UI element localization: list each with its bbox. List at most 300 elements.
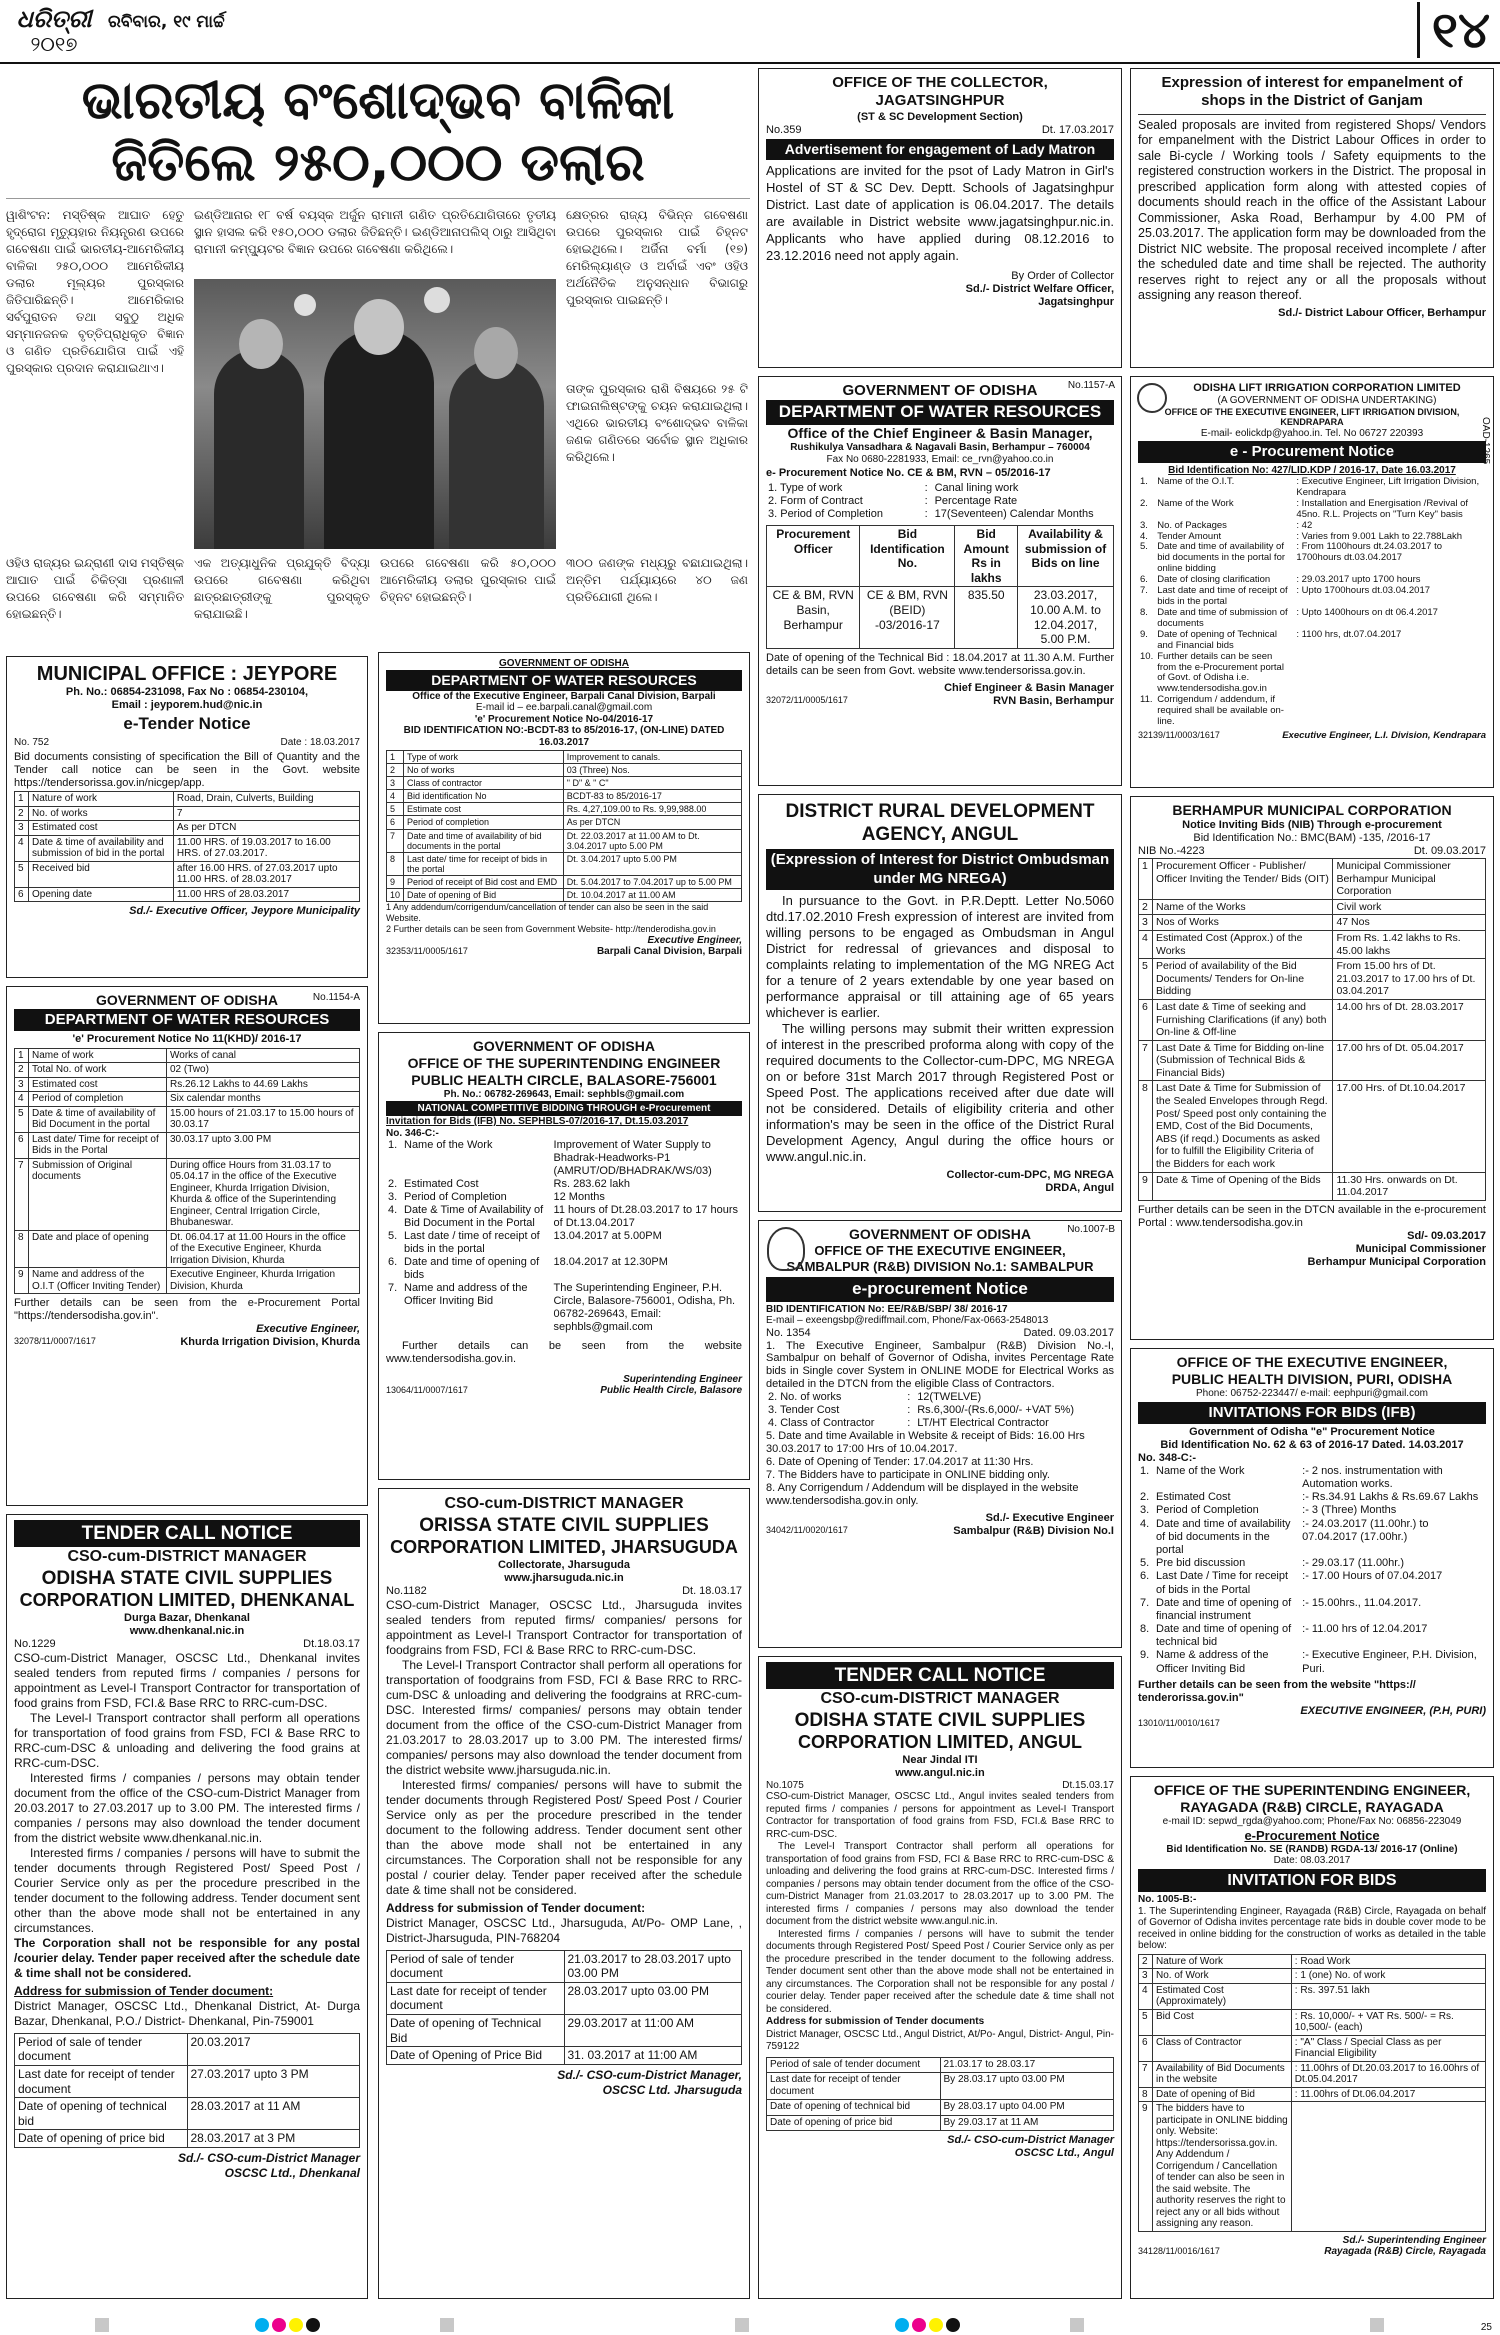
dhenkanal-addr-head: Address for submission of Tender document: <box>14 1983 274 1998</box>
khurda-gov: GOVERNMENT OF ODISHA <box>95 991 278 1008</box>
jharsuguda-cell: Date of opening of Technical Bid <box>387 2015 565 2047</box>
rushikulya-field-cell: : <box>924 495 928 508</box>
rushikulya-field-cell: Percentage Rate <box>934 495 1018 508</box>
rayagada-row <box>1139 2102 1486 2232</box>
dhenkanal-cell: 28.03.2017 at 3 PM <box>187 2130 360 2148</box>
dhenkanal-sig-1: Sd./- CSO-cum-District Manager <box>177 2151 360 2166</box>
barpali-cell: Estimate cost <box>404 803 564 816</box>
rayagada-cell: Date of opening of Bid <box>1153 2087 1292 2102</box>
sambalpur-sig-1: Sd./- Executive Engineer <box>985 1512 1114 1525</box>
barpali-cell: Dt. 5.04.2017 to 7.04.2017 up to 5.00 PM <box>563 875 741 888</box>
balasore-cell: Date and time of opening of bids <box>404 1255 540 1281</box>
olic-cell <box>1294 695 1486 728</box>
folio-number: 25 <box>1480 2322 1492 2333</box>
sambalpur-sig-2: Sambalpur (R&B) Division No.I <box>953 1525 1114 1538</box>
story-photo <box>194 279 556 549</box>
puri-t1: OFFICE OF THE EXECUTIVE ENGINEER, <box>1176 1354 1448 1370</box>
rushikulya-cell: CE & BM, RVN Basin, Berhampur <box>767 587 860 649</box>
drda-sig-2: DRDA, Angul <box>1045 1181 1114 1194</box>
jeypore-cell: As per DTCN <box>173 821 359 836</box>
jeypore-cell: 11.00 HRS of 28.03.2017 <box>173 887 359 902</box>
balasore-cell: 5. <box>388 1230 398 1243</box>
olic-cell: 2. <box>1140 497 1148 509</box>
bmc-cell: 8 <box>1139 1081 1153 1172</box>
angul-cso-t3: CORPORATION LIMITED, ANGUL <box>798 1731 1082 1752</box>
story-bottom-2: ଏକ ଅତ୍ୟାଧୁନିକ ପ୍ରଯୁକ୍ତି ବିଦ୍ୟା ଉପରେ ଗବେଷଣା କରିଥିବା ଛାତ୍ରଛାତ୍ରୀଙ୍କୁ ପୁରସ୍କୃତ କରାଯାଇଛି। <box>194 556 370 621</box>
puri-row <box>1138 1570 1486 1596</box>
jharsuguda-cell: Last date for receipt of tender document <box>387 1982 565 2014</box>
balasore-no: No. 346-C:- <box>386 1127 439 1139</box>
bmc-cell: 17.00 Hrs. of Dt.10.04.2017 <box>1333 1081 1486 1172</box>
barpali-cell: Date of opening of Bid <box>404 888 564 901</box>
olic-cell <box>1294 652 1486 696</box>
balasore-row <box>386 1230 742 1256</box>
jagatsinghpur-head: Advertisement for engagement of Lady Matron <box>766 139 1114 160</box>
rayagada-row <box>1139 1983 1486 2009</box>
rushikulya-office: Office of the Chief Engineer & Basin Manager, <box>787 425 1093 442</box>
balasore-cell: Improvement of Water Supply to Bhadrak-Headworks-P1 (AMRUT/OD/BHADRAK/WS/03) <box>553 1139 712 1178</box>
rayagada-t2: RAYAGADA (R&B) CIRCLE, RAYAGADA <box>1180 1799 1444 1816</box>
rushikulya-field-cell: 17(Seventeen) Calendar Months <box>934 508 1094 521</box>
olic-row <box>1138 499 1486 521</box>
jagatsinghpur-ad <box>758 68 1122 368</box>
barpali-cell: 6 <box>387 816 404 829</box>
olic-cell: Tender Amount <box>1157 530 1222 542</box>
puri-table <box>1138 1465 1486 1676</box>
sambalpur-date: Dated. 09.03.2017 <box>1023 1326 1114 1339</box>
bmc-cell: Date & Time of Opening of the Bids <box>1153 1172 1333 1200</box>
jeypore-cell: Opening date <box>29 887 174 902</box>
puri-cell: :- 24.03.2017 (11.00hr.) to 07.04.2017 (17.00hr.) <box>1302 1517 1429 1543</box>
olic-row <box>1138 542 1486 575</box>
rayagada-cell <box>1291 2102 1485 2232</box>
balasore-cell: 7. <box>388 1281 398 1294</box>
puri-cell: Date and time of opening of technical bid <box>1156 1623 1292 1649</box>
olic-code: 32139/11/0003/1617 <box>1138 730 1220 741</box>
angul-cso-ad <box>758 1656 1122 2299</box>
khurda-cell: 2 <box>15 1063 29 1078</box>
barpali-row <box>387 790 742 803</box>
rushikulya-tag: No.1157-A <box>1067 380 1115 391</box>
rayagada-cell: : 1 (one) No. of work <box>1291 1969 1485 1984</box>
barpali-cell: 10 <box>387 888 404 901</box>
ganjam-signature: Sd./- District Labour Officer, Berhampur <box>1278 306 1486 319</box>
olic-cell: No. of Packages <box>1157 519 1227 531</box>
rushikulya-table <box>766 525 1114 649</box>
story-bottom-4: ୩୦୦ ଜଣଙ୍କ ମଧ୍ୟରୁ ବଛାଯାଇଥିଲା। ଅନ୍ତିମ ପର୍ଯ୍ୟାୟରେ ୪୦ ଜଣ ପ୍ରତିଯୋଗୀ ଥିଲେ। <box>566 556 748 604</box>
olic-row <box>1138 695 1486 728</box>
dhenkanal-head: TENDER CALL NOTICE <box>14 1520 360 1547</box>
olic-notice: e - Procurement Notice <box>1138 441 1486 463</box>
sambalpur-office: OFFICE OF THE EXECUTIVE ENGINEER, <box>814 1243 1066 1259</box>
jeypore-number: No. 752 <box>14 737 50 749</box>
puri-row <box>1138 1465 1486 1491</box>
puri-t3: Government of Odisha "e" Procurement Notice <box>1189 1425 1435 1438</box>
jeypore-cell: 11.00 HRS. of 19.03.2017 to 16.00 HRS. of 27.03.2017. <box>173 835 359 861</box>
sambalpur-code: 34042/11/0020/1617 <box>766 1525 848 1536</box>
balasore-row <box>386 1204 742 1230</box>
rayagada-cell: Nature of Work <box>1153 1954 1292 1969</box>
drda-t1: DISTRICT RURAL DEVELOPMENT <box>785 801 1095 822</box>
jeypore-cell: 3 <box>15 821 29 836</box>
khurda-cell: Dt. 06.04.17 at 11.00 Hours in the office of the Executive Engineer, Khurda Irrigation Division, Khurda <box>167 1230 360 1268</box>
khurda-water-ad <box>6 986 368 1506</box>
angul-cso-table <box>766 2057 1114 2131</box>
sambalpur-item-5: 5. Date and time Available in Website & receipt of Bids: 16.00 Hrs 30.03.2017 to 17:00 Hrs of 10.04.2017. <box>766 1430 1085 1456</box>
dhenkanal-address: Durga Bazar, Dhenkanal <box>124 1611 250 1624</box>
sambalpur-item-6: 6. Date of Opening of Tender: 17.04.2017 at 11:30 Hrs. <box>766 1456 1034 1469</box>
khurda-cell: Works of canal <box>167 1048 360 1063</box>
olic-cell: Date and time of availability of bid documents in the portal for online bidding <box>1157 541 1286 575</box>
dhenkanal-cell: 27.03.2017 upto 3 PM <box>187 2065 360 2097</box>
dhenkanal-row <box>15 2130 360 2148</box>
bmc-row <box>1139 959 1486 1000</box>
balasore-row <box>386 1256 742 1282</box>
angul-cso-addr-text: District Manager, OSCSC Ltd., Angul District, At/Po- Angul, District- Angul, Pin- 759122 <box>766 2028 1114 2053</box>
barpali-cell: 4 <box>387 790 404 803</box>
olic-row <box>1138 586 1486 608</box>
dhenkanal-t3: CORPORATION LIMITED, DHENKANAL <box>19 1589 355 1610</box>
khurda-cell: Executive Engineer, Khurda Irrigation Division, Khurda <box>167 1268 360 1294</box>
dhenkanal-p2: The Level-I Transport contractor shall perform all operations for transportation of food grains from FSD, FCI & Base RRC to RRC-cum-DSC & unloading and delivering the food grains at RRC-cum-DSC. <box>14 1710 360 1770</box>
rushikulya-cell: CE & BM, RVN (BEID) -03/2016-17 <box>860 587 955 649</box>
rushikulya-code: 32072/11/0005/1617 <box>766 694 848 705</box>
olic-row <box>1138 477 1486 499</box>
barpali-cell: 7 <box>387 829 404 852</box>
jharsuguda-p3: Interested firms/ companies/ persons will have to submit the tender documents through Registered Post/ Speed Post / Courier Service only as per the procedure prescribed in the tender document to the following address. Tender document sent other than the above mode shall not be entertained in any circumstances. The Corporation shall not be responsible for any postal / courier delay. Tender paper received after the schedule date & time shall not be considered. <box>386 1777 742 1897</box>
khurda-cell: 15.00 hours of 21.03.17 to 15.00 hours of 30.03.17 <box>167 1106 360 1132</box>
olic-signature: Executive Engineer, L.I. Division, Kendrapara <box>1282 730 1486 742</box>
balasore-cell: 4. <box>388 1204 398 1217</box>
jharsuguda-cell: 21.03.2017 to 28.03.2017 upto 03.00 PM <box>564 1950 742 1982</box>
angul-cso-sig-1: Sd./- CSO-cum-District Manager <box>947 2133 1114 2146</box>
rushikulya-header-cell: Availability & submission of Bids on line <box>1018 525 1114 587</box>
angul-cso-date: Dt.15.03.17 <box>1062 1779 1114 1791</box>
rushikulya-body: Date of opening of the Technical Bid : 18.04.2017 at 11.30 A.M. Further details can be seen from Govt. website www.tendersorissa.gov.in. <box>766 651 1114 677</box>
barpali-water-ad <box>378 652 750 1024</box>
olic-cell: : 29.03.2017 upto 1700 hours <box>1296 574 1421 586</box>
olic-bid: Bid Identification No: 427/LID.KDP / 2016-17, Date 16.03.2017 <box>1168 465 1456 477</box>
dhenkanal-tender-ad <box>6 1514 368 2299</box>
barpali-sig-2: Barpali Canal Division, Barpali <box>596 946 742 958</box>
balasore-code: 13064/11/0007/1617 <box>386 1385 468 1396</box>
rayagada-cell: 3 <box>1139 1969 1153 1984</box>
puri-cell: Date and time of availability of bid documents in the portal <box>1156 1517 1291 1556</box>
paper-name: ଧରିତ୍ରୀ <box>16 5 92 33</box>
rayagada-row <box>1139 2009 1486 2035</box>
olic-cell: 1. <box>1140 475 1148 487</box>
bmc-cell: Procurement Officer - Publisher/ Officer Inviting the Tender/ Bids (OIT) <box>1153 858 1333 899</box>
khurda-row <box>15 1077 360 1092</box>
angul-cso-address: Near Jindal ITI <box>902 1753 978 1766</box>
rushikulya-header-cell: Procurement Officer <box>767 525 860 587</box>
story-col-3: କ୍ଷେତ୍ରର ରାଜ୍ୟ ବିଭିନ୍ନ ଗବେଷଣା ଉପରେ ପୁରସ୍କାର ପାଇଁ ଚିହ୍ନଟ ହୋଇଥିଲେ। ଅର୍ଜିନା ବର୍ମା (୧୭) ମେରିଲ୍ୟାଣ୍ଡ ଓ ଅର୍ବାଇଁ ଏବଂ ଓହିଓ ଅର୍ଥନୈତିକ ଅନୁସନ୍ଧାନ ବିଭାଗରୁ ପୁରସ୍କାର ପାଇଛନ୍ତି। <box>566 208 748 307</box>
rayagada-cell: 5 <box>1139 2009 1153 2035</box>
balasore-phe-ad <box>378 1032 750 1480</box>
rayagada-cell: The bidders have to participate in ONLINE bidding only. Website: https://tendersorissa.gov.in. Any Addendum / Corrigendum / Cancellation of tender can also be seen in the said website. The authority reserves the right to reject any or all bids without assigning any reason. <box>1153 2102 1292 2232</box>
rushikulya-cell: 835.50 <box>955 587 1018 649</box>
jeypore-phone: Ph. No.: 06854-231098, Fax No : 06854-230104, <box>65 686 309 699</box>
rushikulya-cell: 23.03.2017, 10.00 A.M. to 12.04.2017, 5.00 P.M. <box>1018 587 1114 649</box>
bmc-cell: 3 <box>1139 915 1153 931</box>
balasore-cell: 6. <box>388 1255 398 1268</box>
jeypore-cell: after 16.00 HRS. of 27.03.2017 upto 11.00 HRS. of 28.03.2017 <box>173 861 359 887</box>
rayagada-p1: 1. The Superintending Engineer, Rayagada (R&B) Circle, Rayagada on behalf of Governor of Odisha invites percentage rate bids in double cover mode to be received in online bidding for the construction of works as detailed in the table below: <box>1138 1905 1486 1952</box>
bmc-sig-0: Sd/- 09.03.2017 <box>1407 1229 1486 1242</box>
bmc-row <box>1139 930 1486 958</box>
barpali-row <box>387 764 742 777</box>
puri-cell: :- 11.00 hrs of 12.04.2017 <box>1302 1623 1428 1636</box>
sambalpur-cell: 2. No. of works <box>768 1391 842 1404</box>
olic-tag: OAD-1265 <box>1480 417 1491 465</box>
rushikulya-field-cell: : <box>924 482 928 495</box>
jeypore-row <box>15 792 360 807</box>
sambalpur-item-7: 7. The Bidders have to participate in ONLINE bidding only. <box>766 1469 1050 1482</box>
jagatsinghpur-body: Applications are invited for the psot of Lady Matron in Girl's Hostel of ST & SC Dev. Deptt. Schools of Jagatsinghpur District. Last date of application is 06.04.2017. The details are available in District website www.jagatsinghpur.nic.in. Applicants who have applied during 08.12.2016 to 23.12.2016 need not apply again. <box>766 162 1114 263</box>
rayagada-email: e-mail ID: sepwd_rgda@yahoo.com; Phone/Fax No: 06856-223049 <box>1162 1816 1462 1828</box>
barpali-cell: As per DTCN <box>563 816 741 829</box>
khurda-cell: 3 <box>15 1077 29 1092</box>
balasore-ifb: Invitation for Bids (IFB) No. SEPHBLS-07/2016-17, Dt.15.03.2017 <box>386 1116 689 1128</box>
khurda-table <box>14 1048 360 1295</box>
rayagada-cell: 4 <box>1139 1983 1153 2009</box>
sambalpur-notice: e-procurement Notice <box>766 1277 1114 1302</box>
bmc-cell: Municipal Commissioner Berhampur Municipal Corporation <box>1333 858 1486 899</box>
khurda-cell: 9 <box>15 1268 29 1294</box>
angul-cso-t2: ODISHA STATE CIVIL SUPPLIES <box>794 1709 1086 1731</box>
barpali-cell: 1 <box>387 751 404 764</box>
jeypore-cell: 5 <box>15 861 29 887</box>
sambalpur-cell: : <box>907 1404 911 1417</box>
drda-t2: AGENCY, ANGUL <box>861 824 1019 846</box>
balasore-cell: Last date / time of receipt of bids in the portal <box>404 1230 540 1255</box>
bmc-t3: Bid Identification No.: BMC(BAM) -135, /2016-17 <box>1193 832 1431 845</box>
olic-t2: (A GOVERNMENT OF ODISHA UNDERTAKING) <box>1217 395 1437 407</box>
rushikulya-field-cell: 1. Type of work <box>768 482 843 495</box>
drda-body-2: The willing persons may submit their written expression of interest in the prescribed proforma along with copy of the required documents to the Collector-cum-DPC, MG NREGA on or before 31st March 2017 through Registered Post or Speed Post. The applications received after due date will not be considered. Details of eligibility criteria and other information's may be seen in the office of the District Rural Development Agency, Angul during the office hours or www.angul.nic.in. <box>766 1020 1114 1164</box>
puri-row <box>1138 1597 1486 1623</box>
rayagada-head: INVITATION FOR BIDS <box>1138 1869 1486 1893</box>
olic-cell: 7. <box>1140 585 1148 597</box>
rayagada-cell: 2 <box>1139 1954 1153 1969</box>
jharsuguda-t3: CORPORATION LIMITED, JHARSUGUDA <box>390 1536 738 1557</box>
rushikulya-field-cell: 2. Form of Contract <box>768 495 863 508</box>
puri-head: INVITATIONS FOR BIDS (IFB) <box>1138 1402 1486 1424</box>
jeypore-cell: 1 <box>15 792 29 807</box>
rushikulya-notice: e- Procurement Notice No. CE & BM, RVN – 05/2016-17 <box>766 467 1051 480</box>
bmc-cell: Nos of Works <box>1153 915 1333 931</box>
khurda-cell: Last date/ Time for receipt of Bids in the Portal <box>29 1132 167 1158</box>
rayagada-cell: 7 <box>1139 2061 1153 2087</box>
angul-cso-p2: The Level-I Transport Contractor shall perform all operations for transportation of food grains from FSD, FCI & Base RRC to RRC-cum-DSC & unloading and delivering the food grains at RRC-cum-DSC. Interested firms / companies / persons may obtain tender document from the office of the CSO-cum-District Manager from 21.03.2017 to 28.03.2017 up to 3.00 PM. The interested firms / companies / persons may also download the tender document from the district website www.angul.nic.in. <box>766 1841 1114 1928</box>
olic-cell: 10. <box>1140 650 1154 662</box>
puri-cell: :- 17.00 Hours of 07.04.2017 <box>1302 1570 1443 1583</box>
khurda-dept: DEPARTMENT OF WATER RESOURCES <box>14 1009 360 1031</box>
dhenkanal-p5: The Corporation shall not be responsible for any postal /courier delay. Tender paper received after the schedule date & time shall not be considered. <box>14 1935 360 1980</box>
angul-cso-cell: By 28.03.17 upto 04.00 PM <box>940 2100 1114 2115</box>
jeypore-tender-ad <box>6 656 368 978</box>
puri-cell: Name & address of the Officer Inviting Bid <box>1156 1649 1269 1675</box>
barpali-cell: Improvement to canals. <box>563 751 741 764</box>
sambalpur-row <box>766 1404 1114 1417</box>
jagatsinghpur-sig-1: Sd./- District Welfare Officer, <box>965 282 1114 295</box>
barpali-note-1: 1 Any addendum/corrigendum/cancellation of tender can also be seen in the said Website. <box>386 902 709 923</box>
bmc-sig-1: Municipal Commissioner <box>1355 1242 1486 1255</box>
rushikulya-field-cell: Canal lining work <box>934 482 1019 495</box>
sambalpur-item-8: 8. Any Corrigendum / Addendum will be displayed in the website www.tendersodisha.gov.in only. <box>766 1482 1079 1508</box>
olic-cell: Date and time of submission of documents <box>1157 606 1288 629</box>
rayagada-t1: OFFICE OF THE SUPERINTENDING ENGINEER, <box>1153 1782 1471 1798</box>
barpali-cell: Class of contractor <box>404 777 564 790</box>
drda-t3: (Expression of Interest for District Ombudsman under MG NREGA) <box>766 849 1114 890</box>
sambalpur-row <box>766 1417 1114 1430</box>
rayagada-code: 34128/11/0016/1617 <box>1138 2246 1220 2257</box>
barpali-cell: Dt. 10.04.2017 at 11.00 AM <box>563 888 741 901</box>
jeypore-email: Email : jeyporem.hud@nic.in <box>111 699 263 712</box>
olic-cell: 6. <box>1140 574 1148 586</box>
barpali-cell: Last date/ time for receipt of bids in the portal <box>404 852 564 875</box>
sambalpur-cell: : <box>907 1417 911 1430</box>
jharsuguda-row <box>387 1950 742 1982</box>
ganjam-labour-ad <box>1130 68 1494 368</box>
rayagada-row <box>1139 1969 1486 1984</box>
barpali-cell: Rs. 4,27,109.00 to Rs. 9,99,988.00 <box>563 803 741 816</box>
olic-table <box>1138 477 1486 728</box>
rushikulya-sig-1: Chief Engineer & Basin Manager <box>944 681 1114 694</box>
angul-cso-row <box>767 2100 1114 2115</box>
khurda-row <box>15 1268 360 1294</box>
khurda-code: 32078/11/0007/1617 <box>14 1336 96 1347</box>
barpali-email: E-mail id – ee.barpali.canal@gmail.com <box>475 702 653 714</box>
khurda-cell: Period of completion <box>29 1092 167 1107</box>
puri-cell: 2. <box>1140 1491 1150 1504</box>
jeypore-title: MUNICIPAL OFFICE : JEYPORE <box>36 663 338 685</box>
khurda-cell: 4 <box>15 1092 29 1107</box>
dhenkanal-p3: Interested firms / companies / persons may obtain tender document from the office of the CSO-cum-District Manager from 20.03.2017 to 27.03.2017 up to 3.00 PM. The interested firms / companies / persons may also download the tender document from the district website www.dhenkanal.nic.in. <box>14 1770 360 1845</box>
khurda-cell: 1 <box>15 1048 29 1063</box>
angul-cso-cell: By 29.03.17 at 11 AM <box>940 2115 1114 2130</box>
rushikulya-dept: DEPARTMENT OF WATER RESOURCES <box>766 400 1114 425</box>
sambalpur-row <box>766 1391 1114 1404</box>
jagatsinghpur-sig-2: Jagatsinghpur <box>1038 295 1114 308</box>
angul-cso-row <box>767 2115 1114 2130</box>
jharsuguda-sig-1: Sd./- CSO-cum-District Manager, <box>557 2067 742 2082</box>
angul-cso-p1: CSO-cum-District Manager, OSCSC Ltd., Angul invites sealed tenders from reputed firms / companies / persons for appointment as Level-I Transport Contractor for transportation of food grains from FSD, FCI.& Base RRC to RRC-cum-DSC. <box>766 1791 1114 1840</box>
khurda-cell: Date & time of availability of Bid Document in the portal <box>29 1106 167 1132</box>
angul-cso-row <box>767 2072 1114 2099</box>
jeypore-cell: Nature of work <box>29 792 174 807</box>
drda-angul-ad <box>758 794 1122 1212</box>
khurda-row <box>15 1158 360 1230</box>
jharsuguda-address: Collectorate, Jharsuguda <box>497 1558 631 1571</box>
barpali-row <box>387 777 742 790</box>
jharsuguda-cell: Date of Opening of Price Bid <box>387 2047 565 2065</box>
rushikulya-field-cell: : <box>924 508 928 521</box>
jeypore-cell: Date & time of availability and submission of bid in the portal <box>29 835 174 861</box>
masthead-rule <box>0 62 1500 64</box>
sambalpur-cell: 12(TWELVE) <box>917 1391 982 1404</box>
puri-cell: Estimated Cost <box>1156 1491 1231 1504</box>
barpali-cell: 03 (Three) Nos. <box>563 764 741 777</box>
puri-cell: 6. <box>1140 1570 1150 1583</box>
puri-footer: Further details can be seen from the website "https:// tenderorissa.gov.in" <box>1138 1678 1416 1704</box>
balasore-cell: 13.04.2017 at 5.00PM <box>553 1230 662 1243</box>
rushikulya-field-row <box>766 495 1114 508</box>
sambalpur-cell: Rs.6,300/-(Rs.6,000/- +VAT 5%) <box>917 1404 1075 1417</box>
bmc-row <box>1139 1081 1486 1172</box>
bmc-cell: 9 <box>1139 1172 1153 1200</box>
rayagada-row <box>1139 1954 1486 1969</box>
barpali-cell: Period of completion <box>404 816 564 829</box>
jagatsinghpur-date: Dt. 17.03.2017 <box>1041 123 1114 136</box>
rayagada-sig-1: Sd./- Superintending Engineer <box>1342 2234 1486 2246</box>
rayagada-row <box>1139 2061 1486 2087</box>
barpali-cell: BCDT-83 to 85/2016-17 <box>563 790 741 803</box>
puri-cell: 7. <box>1140 1596 1150 1609</box>
angul-cso-head: TENDER CALL NOTICE <box>766 1662 1114 1689</box>
puri-row <box>1138 1504 1486 1517</box>
balasore-cell: Name and address of the Officer Inviting Bid <box>404 1281 528 1307</box>
puri-row <box>1138 1557 1486 1570</box>
masthead-date: ରବିବାର, ୧୯ ମାର୍ଚ୍ଚ <box>108 12 225 32</box>
balasore-cell: 18.04.2017 at 12.30PM <box>553 1255 668 1268</box>
puri-signature: EXECUTIVE ENGINEER, (P.H, PURI) <box>1300 1704 1486 1717</box>
rayagada-cell: : 11.00hrs of Dt.06.04.2017 <box>1291 2087 1485 2102</box>
angul-cso-web: www.angul.nic.in <box>895 1766 985 1779</box>
olic-cell: 8. <box>1140 606 1148 618</box>
bmc-cell: 47 Nos <box>1333 915 1486 931</box>
page-number: ୧୪ <box>1417 2 1490 58</box>
jharsuguda-p1: CSO-cum-District Manager, OSCSC Ltd., Jharsuguda invites sealed tenders from reputed firms/ companies/ persons for appointment as Level-I Transport Contractor for transportation of foodgrains from FSD, FCI & Base RRC to RRC-cum-DSC. <box>386 1597 742 1657</box>
rayagada-cell: : Rs. 397.51 lakh <box>1291 1983 1485 2009</box>
balasore-cell: The Superintending Engineer, P.H. Circle, Balasore-756001, Odisha, Ph. 06782-269643, Email: sephbls@gmail.com <box>553 1281 736 1333</box>
dhenkanal-cell: 20.03.2017 <box>187 2033 360 2065</box>
ganjam-title: Expression of interest for empanelment of shops in the District of Ganjam <box>1138 74 1486 115</box>
khurda-notice-no: 'e' Procurement Notice No 11(KHD)/ 2016-17 <box>72 1032 302 1045</box>
rayagada-bid: Bid Identification No. SE (RANDB) RGDA-13/ 2016-17 (Online) <box>1166 1843 1458 1855</box>
bmc-cell: Last Date & Time for Submission of the Sealed Envelopes through Regd. Post/ Speed post only containing the EMD, Cost of the Bid Documents, ABS (if reqd.) Documents as asked for to fulfill the Eligibility Criteria of the Bidders for each work <box>1153 1081 1333 1172</box>
balasore-cell: 3. <box>388 1191 398 1204</box>
jeypore-signature: Sd./- Executive Officer, Jeypore Municipality <box>129 905 360 918</box>
puri-cell: Date and time of opening of financial instrument <box>1156 1596 1292 1622</box>
story-col-2: ଇଣ୍ଡିଆନାର ୧୮ ବର୍ଷ ବୟସ୍କ ଅର୍ଜୁନ ରାମାନୀ ଗଣିତ ପ୍ରତିଯୋଗିତାରେ ତୃତୀୟ ସ୍ଥାନ ହାସଲ କରି ୧୫୦,୦୦୦ ଡଲାର ଜିତିଛନ୍ତି। ଇଣ୍ଡିଆନାପଲିସ୍ ଠାରୁ ଆସିଥିବା ରାମାନୀ କମ୍ପ୍ୟୁଟର ବିଜ୍ଞାନ ଉପରେ ଗବେଷଣା କରିଥିଲେ। <box>194 208 556 256</box>
olic-cell: : Executive Engineer, Lift Irrigation Division, Kendrapara <box>1296 475 1480 498</box>
angul-cso-cell: Last date for receipt of tender document <box>767 2072 941 2099</box>
sambalpur-table <box>766 1391 1114 1430</box>
sambalpur-cell: 4. Class of Contractor <box>768 1417 875 1430</box>
jeypore-body: Bid documents consisting of specification the Bill of Quantity and the Tender call notice can be seen in the Govt. website https://tendersorissa.gov.in/nicgep/app. <box>14 750 360 789</box>
dhenkanal-cell: 28.03.2017 at 11 AM <box>187 2098 360 2130</box>
bmc-cell: 7 <box>1139 1040 1153 1081</box>
barpali-sig-1: Executive Engineer, <box>647 934 742 946</box>
khurda-cell: 02 (Two) <box>167 1063 360 1078</box>
dhenkanal-web: www.dhenkanal.nic.in <box>129 1624 245 1637</box>
bmc-row <box>1139 999 1486 1040</box>
puri-cell: :- Executive Engineer, P.H. Division, Puri. <box>1302 1649 1477 1675</box>
olic-row <box>1138 652 1486 696</box>
dhenkanal-cell: Date of opening of technical bid <box>15 2098 188 2130</box>
rayagada-cell: Class of Contractor <box>1153 2035 1292 2061</box>
sambalpur-item-1: 1. The Executive Engineer, Sambalpur (R&B) Division No.-I, Sambalpur on behalf of Governor of Odisha, invites Percentage Rate bids in Single cover System in ONLINE MODE for Electrical Works as detailed in the DTCN from the eligible Class of Contractors. <box>766 1339 1114 1391</box>
barpali-bid: BID IDENTIFICATION NO:-BCDT-83 to 85/2016-17, (ON-LINE) DATED 16.03.2017 <box>403 725 725 748</box>
bmc-cell: Last Date & Time for Bidding on-line (Submission of Technical Bids & Financial Bids) <box>1153 1040 1333 1081</box>
angul-cso-t1: CSO-cum-DISTRICT MANAGER <box>820 1690 1060 1708</box>
angul-cso-no: No.1075 <box>766 1779 804 1791</box>
khurda-footer: Further details can be seen from the e-Procurement Portal "https://tendersodisha.gov.in". <box>14 1297 360 1323</box>
angul-cso-p3: Interested firms / companies / persons will have to submit the tender documents through Registered Post/ Speed Post / Courier Service only as per the procedure prescribed in the tender document to the following address. Tender document sent other than the above mode shall not be entertained in any circumstances. The Corporation shall not be responsible for any postal / courier delay. Tender paper received after the schedule date & time shall not be considered. <box>766 1928 1114 2015</box>
puri-phone: Phone: 06752-223447/ e-mail: eephpuri@gmail.com <box>1196 1388 1428 1400</box>
khurda-cell: During office Hours from 31.03.17 to 05.04.17 in the office of the Executive Engineer, Khurda Irrigation Division, Khurda & office of the Superintending Engineer, Central Irrigation Circle, Bhubaneswar. <box>167 1158 360 1230</box>
